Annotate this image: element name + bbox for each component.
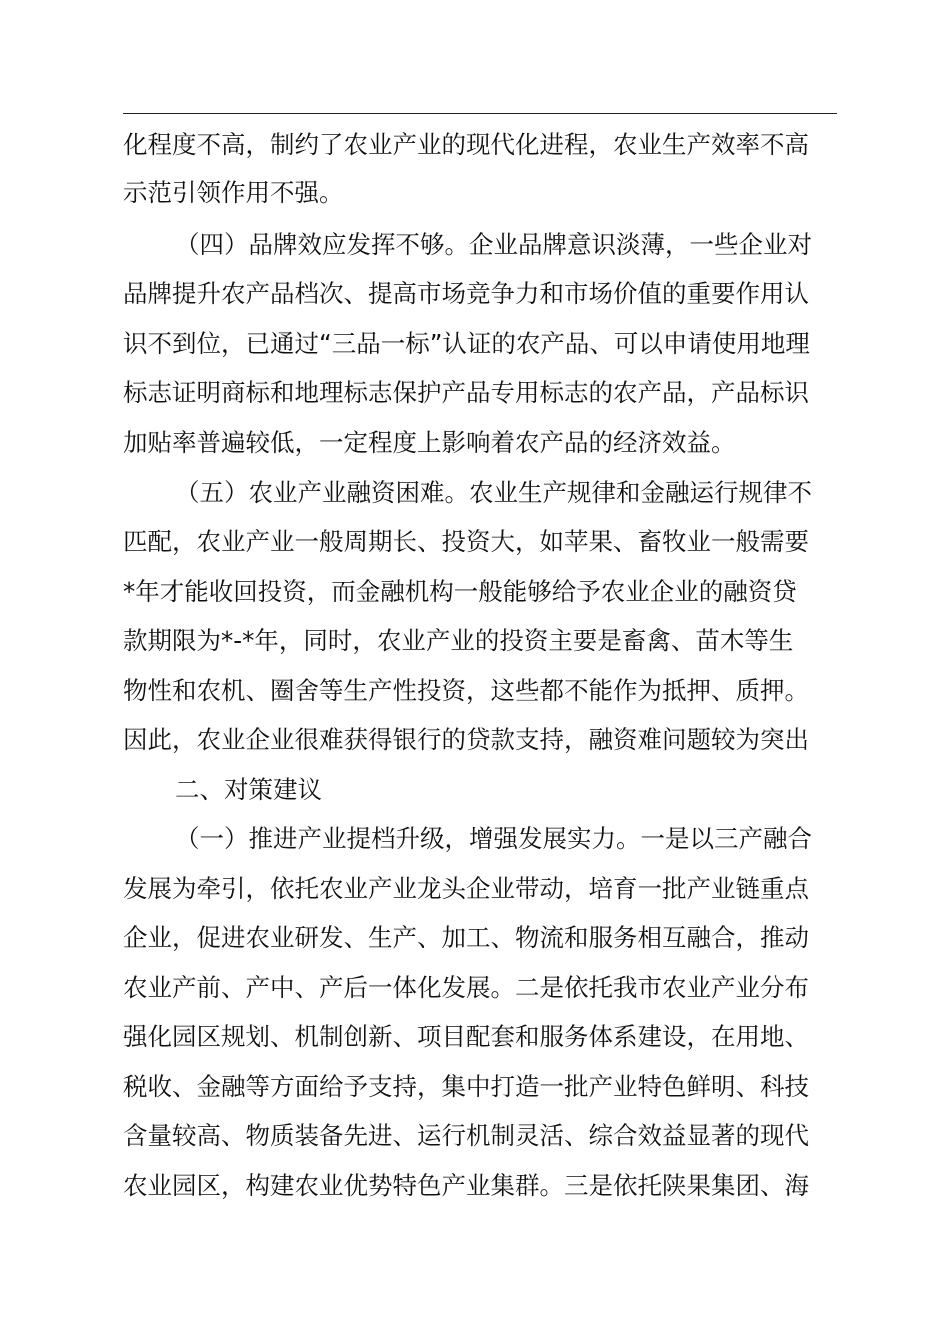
text-line: *年才能收回投资，而金融机构一般能够给予农业企业的融资贷 bbox=[123, 577, 797, 606]
text-line: 含量较高、物质装备先进、运行机制灵活、综合效益显著的现代 bbox=[123, 1121, 809, 1150]
text-line: 匹配，农业产业一般周期长、投资大，如苹果、畜牧业一般需要 bbox=[123, 527, 809, 556]
text-line: 企业，促进农业研发、生产、加工、物流和服务相互融合，推动 bbox=[123, 923, 809, 952]
text-line: 物性和农机、圈舍等生产性投资，这些都不能作为抵押、质押。 bbox=[123, 676, 809, 705]
text-line: 因此，农业企业很难获得银行的贷款支持，融资难问题较为突出 bbox=[123, 725, 809, 754]
text-line: 品牌提升农产品档次、提高市场竞争力和市场价值的重要作用认 bbox=[123, 279, 809, 308]
text-line: 强化园区规划、机制创新、项目配套和服务体系建设，在用地、 bbox=[123, 1022, 809, 1051]
paragraph-start-line: （五）农业产业融资困难。农业生产规律和金融运行规律不 bbox=[175, 478, 812, 507]
paragraph-start-line: （四）品牌效应发挥不够。企业品牌意识淡薄，一些企业对 bbox=[175, 230, 812, 259]
text-line: 化程度不高，制约了农业产业的现代化进程，农业生产效率不高 bbox=[123, 130, 809, 159]
section-heading: 二、对策建议 bbox=[175, 775, 322, 804]
text-line: 加贴率普遍较低，一定程度上影响着农产品的经济效益。 bbox=[123, 428, 736, 457]
header-rule bbox=[123, 113, 837, 114]
text-line: 税收、金融等方面给予支持，集中打造一批产业特色鲜明、科技 bbox=[123, 1072, 809, 1101]
text-line: 示范引领作用不强。 bbox=[123, 178, 344, 207]
text-line: 农业产前、产中、产后一体化发展。二是依托我市农业产业分布 bbox=[123, 973, 809, 1002]
text-line: 款期限为*-*年，同时，农业产业的投资主要是畜禽、苗木等生 bbox=[123, 626, 794, 655]
text-line: 发展为牵引，依托农业产业龙头企业带动，培育一批产业链重点 bbox=[123, 874, 809, 903]
paragraph-start-line: （一）推进产业提档升级，增强发展实力。一是以三产融合 bbox=[175, 824, 812, 853]
text-line: 标志证明商标和地理标志保护产品专用标志的农产品，产品标识 bbox=[123, 378, 809, 407]
text-line: 识不到位，已通过“三品一标”认证的农产品、可以申请使用地理 bbox=[123, 329, 810, 358]
text-line: 农业园区，构建农业优势特色产业集群。三是依托陕果集团、海 bbox=[123, 1171, 809, 1200]
